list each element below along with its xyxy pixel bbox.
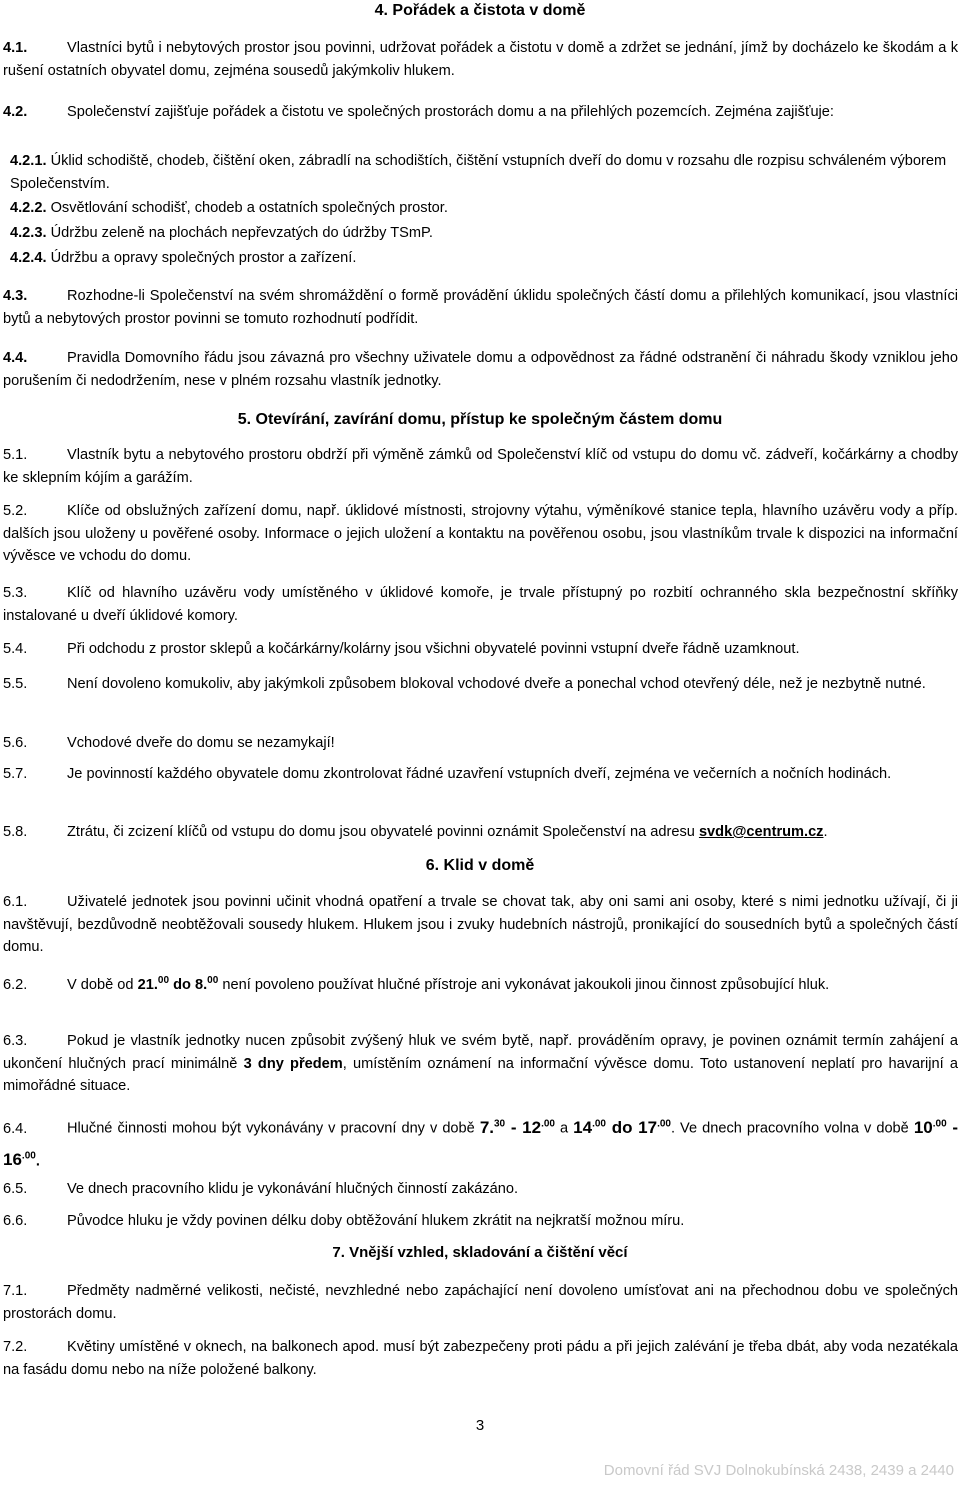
section-7-heading: 7. Vnější vzhled, skladování a čištění věcí — [332, 1244, 628, 1261]
paragraph-5-2 — [3, 500, 958, 568]
paragraph-text: Osvětlování schodišť, chodeb a ostatních společných prostor. — [50, 200, 448, 216]
paragraph-number: 6.2. — [3, 976, 28, 993]
time-to: 8.00 — [195, 975, 219, 993]
paragraph-6-3 — [3, 1030, 958, 1098]
paragraph-number: 5.6. — [3, 735, 28, 751]
paragraph-text: Údržbu a opravy společných prostor a zařízení. — [50, 250, 357, 266]
paragraph-text: Úklid schodiště, chodeb, čištění oken, zábradlí na schodištích, čištění vstupních dveří do domu v rozsahu dle rozpisu schváleném výborem Společenstvím. — [10, 153, 947, 192]
paragraph-text: Při odchodu z prostor sklepů a kočárkárny/kolárny jsou všichni obyvatelé povinni vstupní dveře řádně uzamknout. — [67, 641, 800, 657]
paragraph-number: 5.8. — [3, 824, 28, 840]
paragraph-number: 4.2.4. — [10, 250, 47, 266]
paragraph-5-8 — [3, 821, 958, 844]
paragraph-text: Vlastníci bytů i nebytových prostor jsou povinni, udržovat pořádek a čistotu v domě a zdržet se jednání, jímž by docházelo ke škodám a k rušení ostatních obyvatel domu, zejména sousedů jakýmkoliv hlukem. — [3, 40, 958, 79]
paragraph-4-2-4 — [10, 247, 958, 270]
workday-time-1: $7.30 - 12^{.00}$ — [479, 1117, 555, 1137]
time-from: 21.00 — [137, 975, 170, 993]
paragraph-text: Hlučné činnosti mohou být vykonávány v pracovní dny v době — [67, 1120, 475, 1137]
paragraph-number: 7.2. — [3, 1339, 28, 1355]
workday-time-2: $14^{.00}$ do $17^{.00}$ — [573, 1117, 671, 1137]
paragraph-6-4: 6.4. Hlučné činnosti mohou být vykonávány v pracovní dny v době $7.30 - 12^{.00}$ a $14^{.00}$ do $17^{.00}$. Ve dnech pracovního volna v době $10^{.00} - 16^{.00}$. — [3, 1110, 958, 1175]
section-4-heading: 4. Pořádek a čistota v domě — [374, 2, 586, 19]
paragraph-text: Klíče od obslužných zařízení domu, např. úklidové místnosti, strojovny výtahu, výměníkové stanice tepla, hlavního uzávěru vody a příp. dalších jsou uloženy u pověřené osoby. Informace o jejich uložení a kontaktu na pověřenou osobu, jsou vlastníkům trvale k dispozici na informační vývěsce ve vchodu do domu. — [3, 503, 958, 565]
paragraph-text: V době od — [67, 976, 134, 993]
paragraph-6-1 — [3, 891, 958, 959]
paragraph-text: Předměty nadměrné velikosti, nečisté, nevzhledné nebo zapáchající není dovoleno umísťovat ani na přechodnou dobu ve společných prostorách domu. — [3, 1283, 958, 1322]
paragraph-6-6 — [3, 1210, 958, 1233]
paragraph-number: 6.3. — [3, 1033, 28, 1049]
paragraph-text: Vlastník bytu a nebytového prostoru obdrží při výměně zámků od Společenství klíč od vstupu do domu vč. zádveří, kočárkárny a chodby ke sklepním kójím a garážím. — [3, 447, 958, 486]
paragraph-text: Vchodové dveře do domu se nezamykají! — [67, 735, 335, 751]
paragraph-5-1 — [3, 444, 958, 489]
paragraph-text: Uživatelé jednotek jsou povinni učinit vhodná opatření a trvale se chovat tak, aby oni sami ani osoby, které s nimi jednotku užívají, či ji navštěvují, bezdůvodně neobtěžovali sousedy hlukem. Hlukem jsou i zvuky hudebních nástrojů, pronikající do sousedních bytů a společných částí domu. — [3, 894, 958, 956]
paragraph-number: 4.2.2. — [10, 200, 47, 216]
paragraph-text: Ve dnech pracovního klidu je vykonávání hlučných činností zakázáno. — [67, 1181, 519, 1197]
paragraph-text: Ztrátu, či zcizení klíčů od vstupu do domu jsou obyvatelé povinni oznámit Společenství na adresu — [67, 824, 695, 840]
paragraph-end: . — [823, 824, 828, 840]
paragraph-number: 6.5. — [3, 1181, 28, 1197]
paragraph-number: 5.5. — [3, 676, 28, 692]
paragraph-text: Původce hluku je vždy povinen délku doby obtěžování hlukem zkrátit na nejkratší možnou míru. — [67, 1213, 685, 1229]
paragraph-number: 6.4. — [3, 1120, 28, 1137]
and-label: a — [560, 1120, 569, 1137]
paragraph-number: 5.7. — [3, 766, 28, 782]
paragraph-4-2-2 — [10, 197, 958, 220]
page-footer: Domovní řád SVJ Dolnokubínská 2438, 2439 a 2440 — [603, 1462, 954, 1479]
paragraph-4-2-3 — [10, 222, 958, 245]
weekend-time: $10^{.00} - 16^{.00}$ — [3, 1117, 959, 1170]
paragraph-text-end: , umístěním oznámení na informační vývěsce domu. Toto ustanovení neplatí pro havarijní a mimořádné situace. — [3, 1055, 958, 1095]
paragraph-text: Pokud je vlastník jednotky nucen způsobit zvýšený hluk ve svém bytě, např. prováděním opravy, je povinen oznámit termín zahájení a ukončení hlučných prací minimálně — [3, 1033, 958, 1072]
paragraph-number: 7.1. — [3, 1283, 28, 1299]
paragraph-text-end: není povoleno používat hlučné přístroje ani vykonávat jakoukoli jinou činnost způsobující hluk. — [222, 976, 830, 993]
page-number: 3 — [475, 1417, 485, 1434]
paragraph-4-2 — [3, 101, 958, 124]
paragraph-number: 4.1. — [3, 40, 28, 56]
paragraph-number: 6.6. — [3, 1213, 28, 1229]
paragraph-5-7 — [3, 763, 958, 786]
paragraph-6-5 — [3, 1178, 958, 1201]
paragraph-text-mid: . Ve dnech pracovního volna v době — [670, 1120, 909, 1137]
paragraph-text: Pravidla Domovního řádu jsou závazná pro všechny uživatele domu a odpovědnost za řádné odstranění či náhradu škody vzniklou jeho porušením či nedodržením, nese v plném rozsahu vlastník jednotky. — [3, 350, 958, 389]
paragraph-7-1 — [3, 1280, 958, 1325]
paragraph-5-4 — [3, 638, 958, 661]
paragraph-number: 4.2. — [3, 104, 28, 120]
paragraph-text: Údržbu zeleně na plochách nepřevzatých do údržby TSmP. — [50, 225, 433, 241]
paragraph-text: Není dovoleno komukoliv, aby jakýmkoli způsobem blokoval vchodové dveře a ponechal vchod otevřený déle, než je nezbytně nutné. — [67, 676, 926, 692]
paragraph-5-3 — [3, 582, 958, 627]
paragraph-5-6 — [3, 732, 958, 755]
paragraph-text: Klíč od hlavního uzávěru vody umístěného v úklidové komoře, je trvale přístupný po rozbití ochranného skla bezpečnostní skříňky instalované u dveří úklidové komory. — [3, 585, 958, 624]
paragraph-text: Společenství zajišťuje pořádek a čistotu ve společných prostorách domu a na přilehlých pozemcích. Zejména zajišťuje: — [67, 104, 834, 120]
paragraph-number: 5.3. — [3, 585, 28, 601]
paragraph-text: Je povinností každého obyvatele domu zkontrolovat řádné uzavření vstupních dveří, zejména ve večerních a nočních hodinách. — [67, 766, 892, 782]
paragraph-number: 5.1. — [3, 447, 28, 463]
paragraph-text: Rozhodne-li Společenství na svém shromáždění o formě provádění úklidu společných částí domu a přilehlých komunikací, jsou vlastníci bytů a nebytových prostor povinni se tomuto rozhodnutí podřídit. — [3, 288, 958, 327]
section-6-heading: 6. Klid v domě — [425, 857, 535, 874]
paragraph-6-2 — [3, 970, 958, 996]
paragraph-number: 4.4. — [3, 350, 28, 366]
paragraph-number: 5.4. — [3, 641, 28, 657]
notice-period: 3 dny předem — [243, 1055, 343, 1072]
section-5-heading: 5. Otevírání, zavírání domu, přístup ke společným částem domu — [237, 411, 723, 428]
paragraph-number: 6.1. — [3, 894, 28, 910]
paragraph-number: 4.2.3. — [10, 225, 47, 241]
email-link[interactable]: svdk@centrum.cz — [698, 824, 824, 840]
paragraph-number: 5.2. — [3, 503, 28, 519]
paragraph-4-4 — [3, 347, 958, 392]
paragraph-7-2 — [3, 1336, 958, 1381]
paragraph-number: 4.2.1. — [10, 153, 47, 169]
paragraph-number: 4.3. — [3, 288, 28, 304]
time-to-label: do — [173, 976, 191, 993]
paragraph-text: Květiny umístěné v oknech, na balkonech apod. musí být zabezpečeny proti pádu a při jejich zalévání je třeba dbát, aby voda nezatékala na fasádu domu nebo na níže položené balkony. — [3, 1339, 958, 1378]
paragraph-4-1 — [3, 37, 958, 82]
paragraph-4-2-1 — [10, 150, 958, 195]
paragraph-5-5 — [3, 673, 958, 696]
paragraph-4-3 — [3, 285, 958, 330]
